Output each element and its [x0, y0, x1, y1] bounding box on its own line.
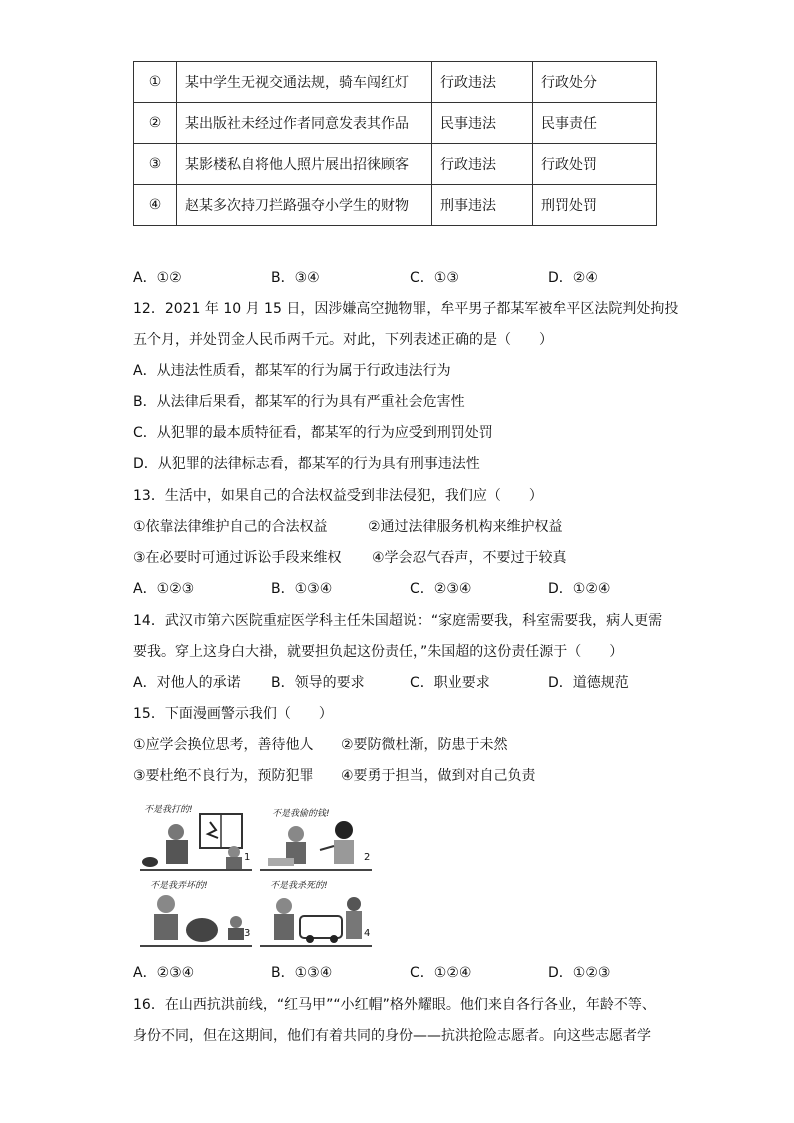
q13-option-c[interactable]: C．②③④ [410, 581, 472, 597]
q14-option-c[interactable]: C．职业要求 [410, 675, 490, 691]
panel-number: 3 [244, 928, 251, 939]
q16-stem-line2: 身份不同，但在这期间，他们有着共同的身份——抗洪抢险志愿者。向这些志愿者学 [133, 1028, 651, 1044]
cartoon-image [140, 800, 372, 950]
q11-option-a[interactable]: A．①② [133, 270, 182, 286]
q13-stem: 13．生活中，如果自己的合法权益受到非法侵犯，我们应（ ） [133, 488, 543, 504]
panel-number: 2 [364, 852, 371, 863]
violation-type: 行政违法 [432, 62, 533, 103]
case-table [133, 61, 657, 226]
case-description: 赵某多次持刀拦路强夺小学生的财物 [177, 185, 432, 226]
table-row [134, 103, 657, 144]
cartoon-panel-4 [260, 876, 372, 948]
q11-option-d[interactable]: D．②④ [548, 270, 598, 286]
cartoon-panel-1 [140, 800, 252, 872]
q15-statement-3: ③要杜绝不良行为，预防犯罪 [133, 768, 314, 784]
panel-number: 4 [364, 928, 371, 939]
q14-stem-line2: 要我。穿上这身白大褂，就要担负起这份责任，”朱国超的这份责任源于（ ） [133, 644, 624, 660]
cartoon-panel-2 [260, 800, 372, 872]
q13-statement-4: ④学会忍气吞声，不要过于较真 [372, 550, 567, 566]
q13-statement-3: ③在必要时可通过诉讼手段来维权 [133, 550, 342, 566]
row-number: ① [134, 62, 177, 103]
q12-stem-line1: 12．2021 年 10 月 15 日，因涉嫌高空抛物罪，牟平男子都某军被牟平区法院判处拘投 [133, 301, 679, 317]
table-row [134, 62, 657, 103]
case-description: 某出版社未经过作者同意发表其作品 [177, 103, 432, 144]
row-number: ③ [134, 144, 177, 185]
q12-option-d[interactable]: D．从犯罪的法律标志看，都某军的行为具有刑事违法性 [133, 456, 480, 472]
panel-caption: 不是我弄坏的! [150, 881, 208, 891]
legal-consequence: 刑罚处罚 [533, 185, 657, 226]
q15-option-b[interactable]: B．①③④ [271, 965, 333, 981]
cartoon-panel-3 [140, 876, 252, 948]
q13-option-d[interactable]: D．①②④ [548, 581, 611, 597]
q15-option-d[interactable]: D．①②③ [548, 965, 611, 981]
row-number: ② [134, 103, 177, 144]
q13-statement-2: ②通过法律服务机构来维护权益 [368, 519, 563, 535]
q15-statement-1: ①应学会换位思考，善待他人 [133, 737, 314, 753]
case-description: 某影楼私自将他人照片展出招徕顾客 [177, 144, 432, 185]
legal-consequence: 行政处罚 [533, 144, 657, 185]
q15-statement-4: ④要勇于担当，做到对自己负责 [341, 768, 536, 784]
q13-option-b[interactable]: B．①③④ [271, 581, 333, 597]
q16-stem-line1: 16．在山西抗洪前线，“红马甲”“小红帽”格外耀眼。他们来自各行各业，年龄不等、 [133, 997, 656, 1013]
violation-type: 行政违法 [432, 144, 533, 185]
case-description: 某中学生无视交通法规，骑车闯红灯 [177, 62, 432, 103]
q15-stem: 15．下面漫画警示我们（ ） [133, 706, 333, 722]
q11-option-c[interactable]: C．①③ [410, 270, 459, 286]
q12-option-a[interactable]: A．从违法性质看，都某军的行为属于行政违法行为 [133, 363, 451, 379]
q12-option-c[interactable]: C．从犯罪的最本质特征看，都某军的行为应受到刑罚处罚 [133, 425, 493, 441]
q14-option-a[interactable]: A．对他人的承诺 [133, 675, 241, 691]
panel-caption: 不是我打的! [144, 805, 193, 815]
q11-option-b[interactable]: B．③④ [271, 270, 320, 286]
q13-statement-1: ①依靠法律维护自己的合法权益 [133, 519, 328, 535]
table-row [134, 144, 657, 185]
table-row [134, 185, 657, 226]
q12-stem-line2: 五个月，并处罚金人民币两千元。对此，下列表述正确的是（ ） [133, 332, 553, 348]
q14-stem-line1: 14．武汉市第六医院重症医学科主任朱国超说：“家庭需要我，科室需要我，病人更需 [133, 613, 663, 629]
violation-type: 民事违法 [432, 103, 533, 144]
panel-number: 1 [244, 852, 251, 863]
panel-caption: 不是我杀死的! [270, 881, 328, 891]
q12-option-b[interactable]: B．从法律后果看，都某军的行为具有严重社会危害性 [133, 394, 465, 410]
q15-option-c[interactable]: C．①②④ [410, 965, 472, 981]
row-number: ④ [134, 185, 177, 226]
panel-caption: 不是我偷的钱! [272, 809, 330, 819]
q14-option-d[interactable]: D．道德规范 [548, 675, 629, 691]
q14-option-b[interactable]: B．领导的要求 [271, 675, 365, 691]
q15-option-a[interactable]: A．②③④ [133, 965, 195, 981]
legal-consequence: 民事责任 [533, 103, 657, 144]
q13-option-a[interactable]: A．①②③ [133, 581, 195, 597]
legal-consequence: 行政处分 [533, 62, 657, 103]
q15-statement-2: ②要防微杜渐，防患于未然 [341, 737, 508, 753]
violation-type: 刑事违法 [432, 185, 533, 226]
